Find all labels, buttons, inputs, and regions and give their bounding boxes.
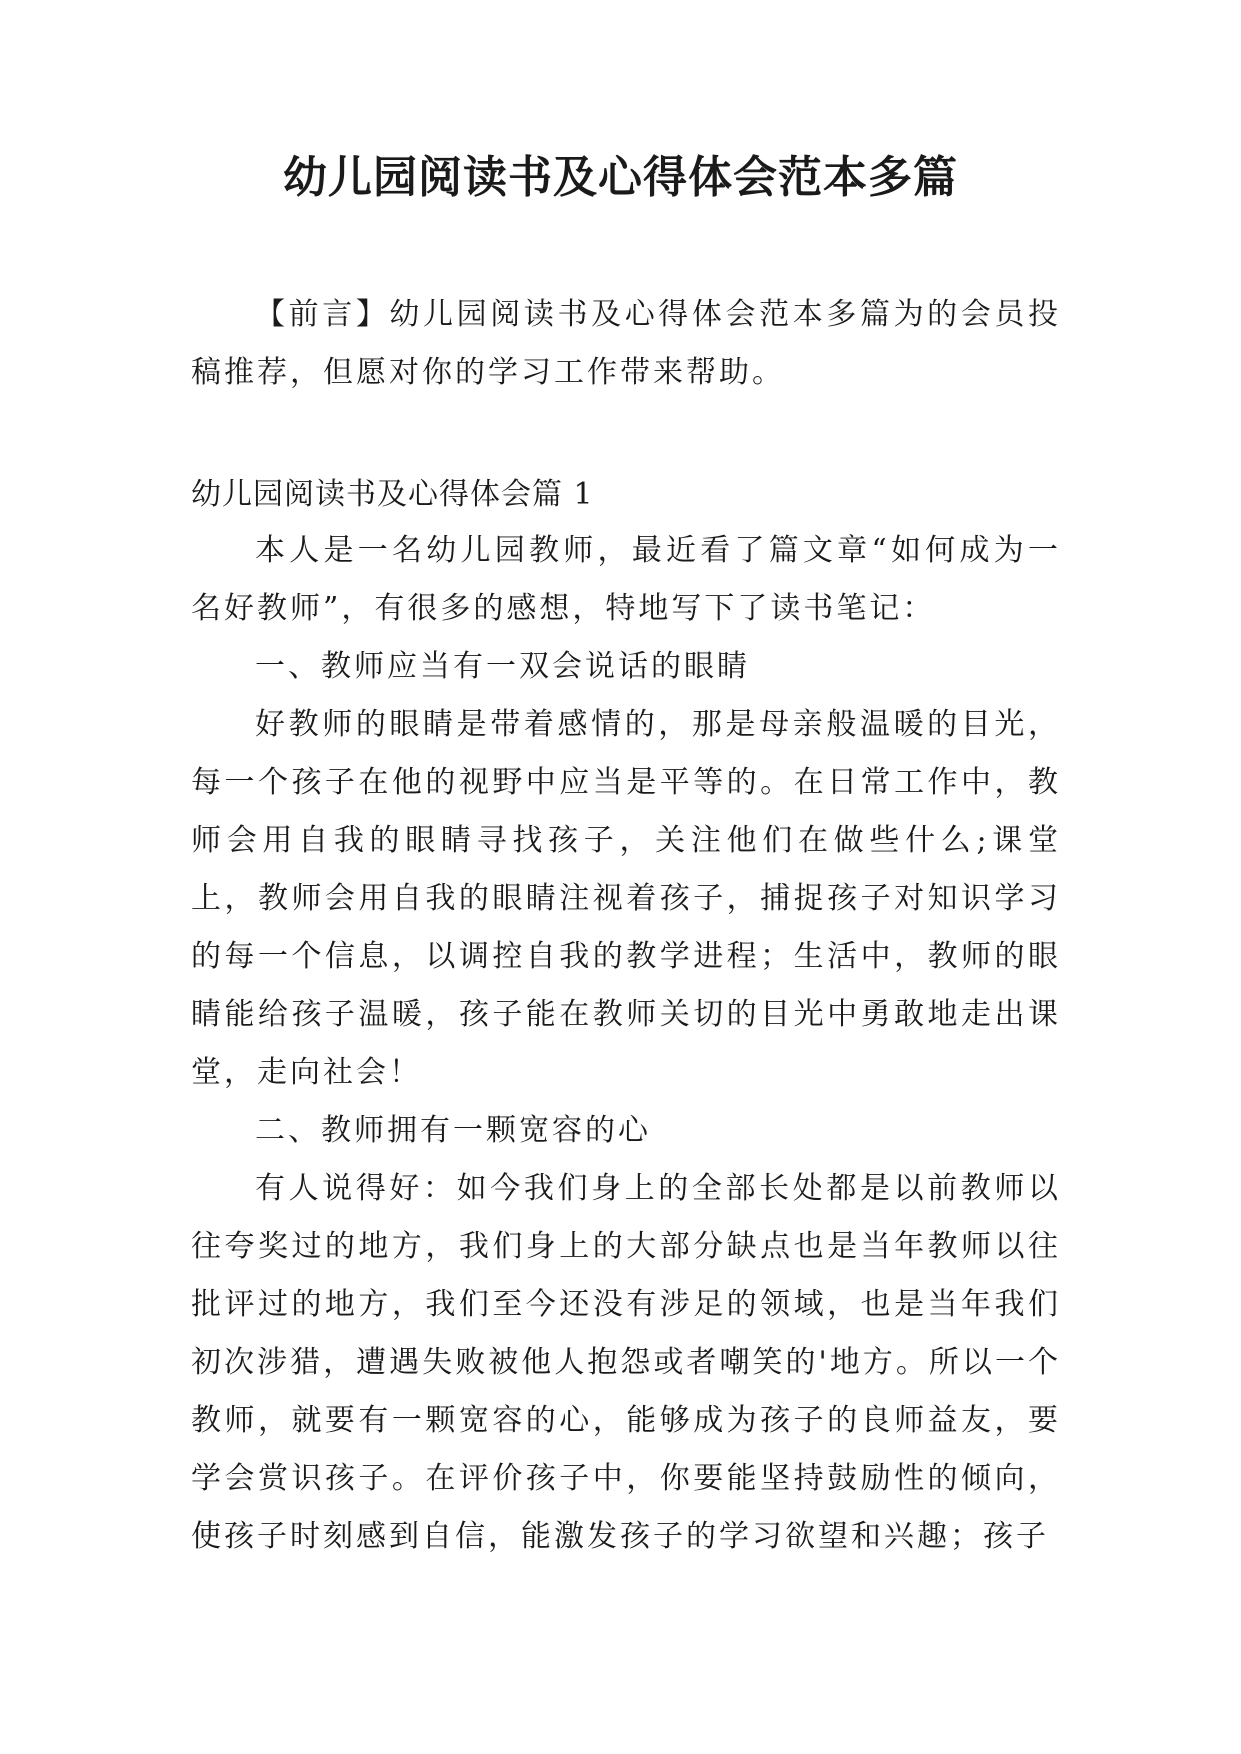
- preface-block: [191, 286, 1061, 402]
- intro-paragraph: 本人是一名幼儿园教师，最近看了篇文章“如何成为一名好教师”，有很多的感想，特地写下了读书笔记：: [191, 533, 1061, 626]
- article-content: [191, 522, 1061, 1566]
- subheading-heart: 二、教师拥有一颗宽容的心: [255, 1113, 651, 1148]
- document-title: 幼儿园阅读书及心得体会范本多篇: [283, 152, 958, 203]
- preface-paragraph: 【前言】幼儿园阅读书及心得体会范本多篇为的会员投稿推荐，但愿对你的学习工作带来帮助。: [191, 297, 1061, 390]
- section-heading: 幼儿园阅读书及心得体会篇 1: [191, 477, 594, 512]
- paragraph-heart: 有人说得好：如今我们身上的全部长处都是以前教师以往夸奖过的地方，我们身上的大部分缺点也是当年教师以往批评过的地方，我们至今还没有涉足的领域，也是当年我们初次涉猎，遭遇失败被他人抱怨或者嘲笑的'地方。所以一个教师，就要有一颗宽容的心，能够成为孩子的良师益友，要学会赏识孩子。在评价孩子中，你要能坚持鼓励性的倾向，使孩子时刻感到自信，能激发孩子的学习欲望和兴趣；孩子: [191, 1171, 1061, 1554]
- paragraph-eyes: 好教师的眼睛是带着感情的，那是母亲般温暖的目光，每一个孩子在他的视野中应当是平等的。在日常工作中，教师会用自我的眼睛寻找孩子，关注他们在做些什么;课堂上，教师会用自我的眼睛注视着孩子，捕捉孩子对知识学习的每一个信息，以调控自我的教学进程；生活中，教师的眼睛能给孩子温暖，孩子能在教师关切的目光中勇敢地走出课堂，走向社会！: [191, 707, 1061, 1090]
- subheading-eyes: 一、教师应当有一双会说话的眼睛: [255, 649, 750, 684]
